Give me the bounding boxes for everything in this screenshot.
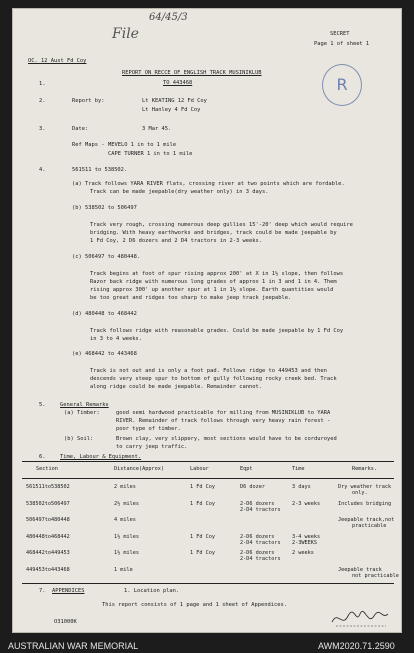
report-title: REPORT ON RECCE OF ENGLISH TRACK MUSINIKLUB	[122, 70, 262, 76]
archive-footer	[0, 639, 414, 653]
section-a-line: Track can be made jeepable(dry weather only) in 3 days.	[90, 189, 269, 195]
section-b-ref: (b) 538502 to 506497	[72, 205, 137, 211]
cell-section: 480448to468442	[26, 533, 70, 540]
cell-section: 468442to449453	[26, 550, 70, 556]
cell-section: 506497to480448	[26, 517, 70, 523]
timber-text: good semi hardwood practicable for milling from MUSINIKLUB to YARA	[116, 410, 331, 416]
section-b-line: Track very rough, crossing numerous deep gullies 15'-20' deep which would require	[90, 222, 353, 228]
column-header-labour: Labour	[190, 466, 209, 472]
cell-section: 449453to443468	[26, 566, 70, 573]
table-rule-top	[22, 461, 394, 462]
section-b-line: 1 Fd Coy, 2 D6 dozers and 2 D4 tractors in 2-3 weeks.	[90, 238, 263, 244]
section-e-line: descends very steep spur to bottom of gully following rocky creek bed. Track	[90, 376, 337, 382]
report-date: 3 Mar 45.	[142, 126, 172, 132]
cell-distance: 1½ miles	[114, 550, 139, 556]
section-e-ref: (e) 468442 to 443468	[72, 351, 137, 357]
report-by-1: Lt KEATING 12 Fd Coy	[142, 98, 207, 104]
section-c-ref: (c) 506497 to 480448.	[72, 254, 141, 260]
archive-reference: AWM2020.71.2590	[318, 641, 395, 651]
table-row	[22, 534, 394, 547]
table-row	[22, 550, 394, 563]
archive-institution: AUSTRALIAN WAR MEMORIAL	[8, 641, 139, 651]
cell-eqpt: 2-D6 dozers 2-D4 tractors	[240, 550, 281, 563]
cell-section: 561511to538502	[26, 484, 70, 490]
signature	[330, 606, 390, 630]
section-c-line: be too great and ridges too sharp to make jeep track jeepable.	[90, 295, 292, 301]
appendix-item: 1. Location plan.	[124, 588, 180, 594]
cell-time: 2 weeks	[292, 550, 314, 556]
appendices-heading: APPENDICES	[52, 588, 85, 594]
security-classification: SECRET	[330, 31, 350, 37]
cell-distance: 1 mile	[114, 566, 133, 573]
cell-remarks: Includes bridging	[338, 500, 392, 507]
cell-labour: 1 Fd Coy	[190, 500, 215, 507]
cell-labour: 1 Fd Coy	[190, 550, 215, 556]
para-number: 7.	[39, 588, 46, 594]
section-range: 561511 to 538502.	[72, 167, 128, 173]
reference-annotation: 64/45/3	[149, 12, 188, 23]
section-e-line: along ridge could be made jeepable. Remainder cannot.	[90, 384, 263, 390]
ref-maps-label: Ref Maps -	[72, 142, 105, 148]
section-c-line: Track begins at foot of spur rising approx 200' at X in 1½ slope, then follows	[90, 271, 344, 277]
ref-map-1: MEVELO 1 in to 1 mile	[108, 142, 177, 148]
timber-text: RIVER. Remainder of track follows through very heavy rain forest -	[116, 418, 331, 424]
column-header-time: Time	[292, 466, 305, 472]
cell-distance: 1½ miles	[114, 533, 139, 540]
soil-text: to carry jeep traffic.	[116, 444, 188, 450]
soil-label: (b) Soil:	[64, 436, 94, 442]
page-indicator: Page 1 of sheet 1	[314, 41, 370, 47]
section-d-line: Track follows ridge with reasonable grades. Could be made jeepable by 1 Fd Coy	[90, 328, 344, 334]
report-by-2: Lt Hanley 4 Fd Coy	[142, 107, 201, 113]
column-header-distance: Distance(Approx)	[114, 466, 164, 472]
file-annotation: File	[112, 26, 139, 42]
para-number: 4.	[39, 167, 46, 173]
cell-time: 3 days	[292, 484, 311, 490]
cell-labour: 1 Fd Coy	[190, 484, 215, 490]
column-header-eqpt: Eqpt	[240, 466, 253, 472]
table-rule-bottom	[22, 583, 394, 584]
column-header-remarks: Remarks.	[352, 466, 377, 472]
cell-eqpt: D6 dozer	[240, 484, 265, 490]
cell-remarks: Jeepable track not practicable	[338, 566, 399, 579]
table-rule-header	[22, 478, 394, 479]
column-header-section: Section	[36, 466, 58, 472]
timber-text: poor type of timber.	[116, 426, 181, 432]
section-c-line: Razor back ridge with numerous long grades of approx 1 in 3 and 1 in 4. Them	[90, 279, 337, 285]
para-number: 1.	[39, 81, 46, 87]
timber-label: (a) Timber:	[64, 410, 100, 416]
general-remarks-heading: General Remarks	[60, 402, 109, 408]
cell-labour: 1 Fd Coy	[190, 533, 215, 540]
section-d-ref: (d) 480448 to 468442	[72, 311, 137, 317]
section-d-line: in 3 to 4 weeks.	[90, 336, 142, 342]
para-number: 5.	[39, 402, 46, 408]
table-row	[22, 484, 394, 497]
section-a-line: (a) Track follows YARA RIVER flats, crossing river at two points which are fordable.	[72, 181, 345, 187]
table-row	[22, 566, 399, 580]
para-number: 2.	[39, 98, 46, 104]
table-row	[22, 517, 394, 530]
cell-eqpt: 2-D6 dozers 2-D4 tractors	[240, 500, 281, 513]
appendices-note: This report consists of 1 page and 1 sheet of Appendices.	[102, 602, 287, 608]
section-c-line: rising approx 300' up another spur at 1 in 1½ slope. Earth quantities would	[90, 287, 334, 293]
report-by-label: Report by:	[72, 98, 105, 104]
cell-distance: 2½ miles	[114, 500, 139, 507]
table-row	[22, 501, 394, 514]
section-b-line: bridging. With heavy earthworks and bridges, track could be made jeepable by	[90, 230, 337, 236]
cell-time: 2-3 weeks	[292, 500, 321, 507]
soil-text: Brown clay, very slippery, most sections would have to be corduroyed	[116, 436, 337, 442]
cell-distance: 4 miles	[114, 517, 136, 523]
cell-time: 3-4 weeks 2-3WEEKS	[292, 533, 321, 546]
cell-remarks: Jeepable track,not practicable	[338, 517, 395, 530]
document-code: O31000K	[54, 619, 77, 625]
document-page	[12, 8, 402, 633]
time-labour-heading: Time, Labour & Equipment.	[60, 454, 142, 460]
originating-unit: OC. 12 Aust Fd Coy	[28, 58, 87, 64]
cell-remarks: Dry weather track only.	[338, 484, 392, 497]
date-label: Date:	[72, 126, 89, 132]
report-title-cont: TO 443468	[163, 80, 193, 86]
section-e-line: Track is not out and is only a foot pad. Follows ridge to 449453 and then	[90, 368, 327, 374]
cell-section: 538502to506497	[26, 500, 70, 507]
cell-distance: 2 miles	[114, 484, 136, 490]
ref-map-2: CAPE TURNER 1 in to 1 mile	[108, 151, 193, 157]
para-number: 6.	[39, 454, 46, 460]
cell-eqpt: 2-D6 dozers 2-D4 tractors	[240, 533, 281, 546]
registry-stamp: R	[322, 64, 362, 106]
para-number: 3.	[39, 126, 46, 132]
